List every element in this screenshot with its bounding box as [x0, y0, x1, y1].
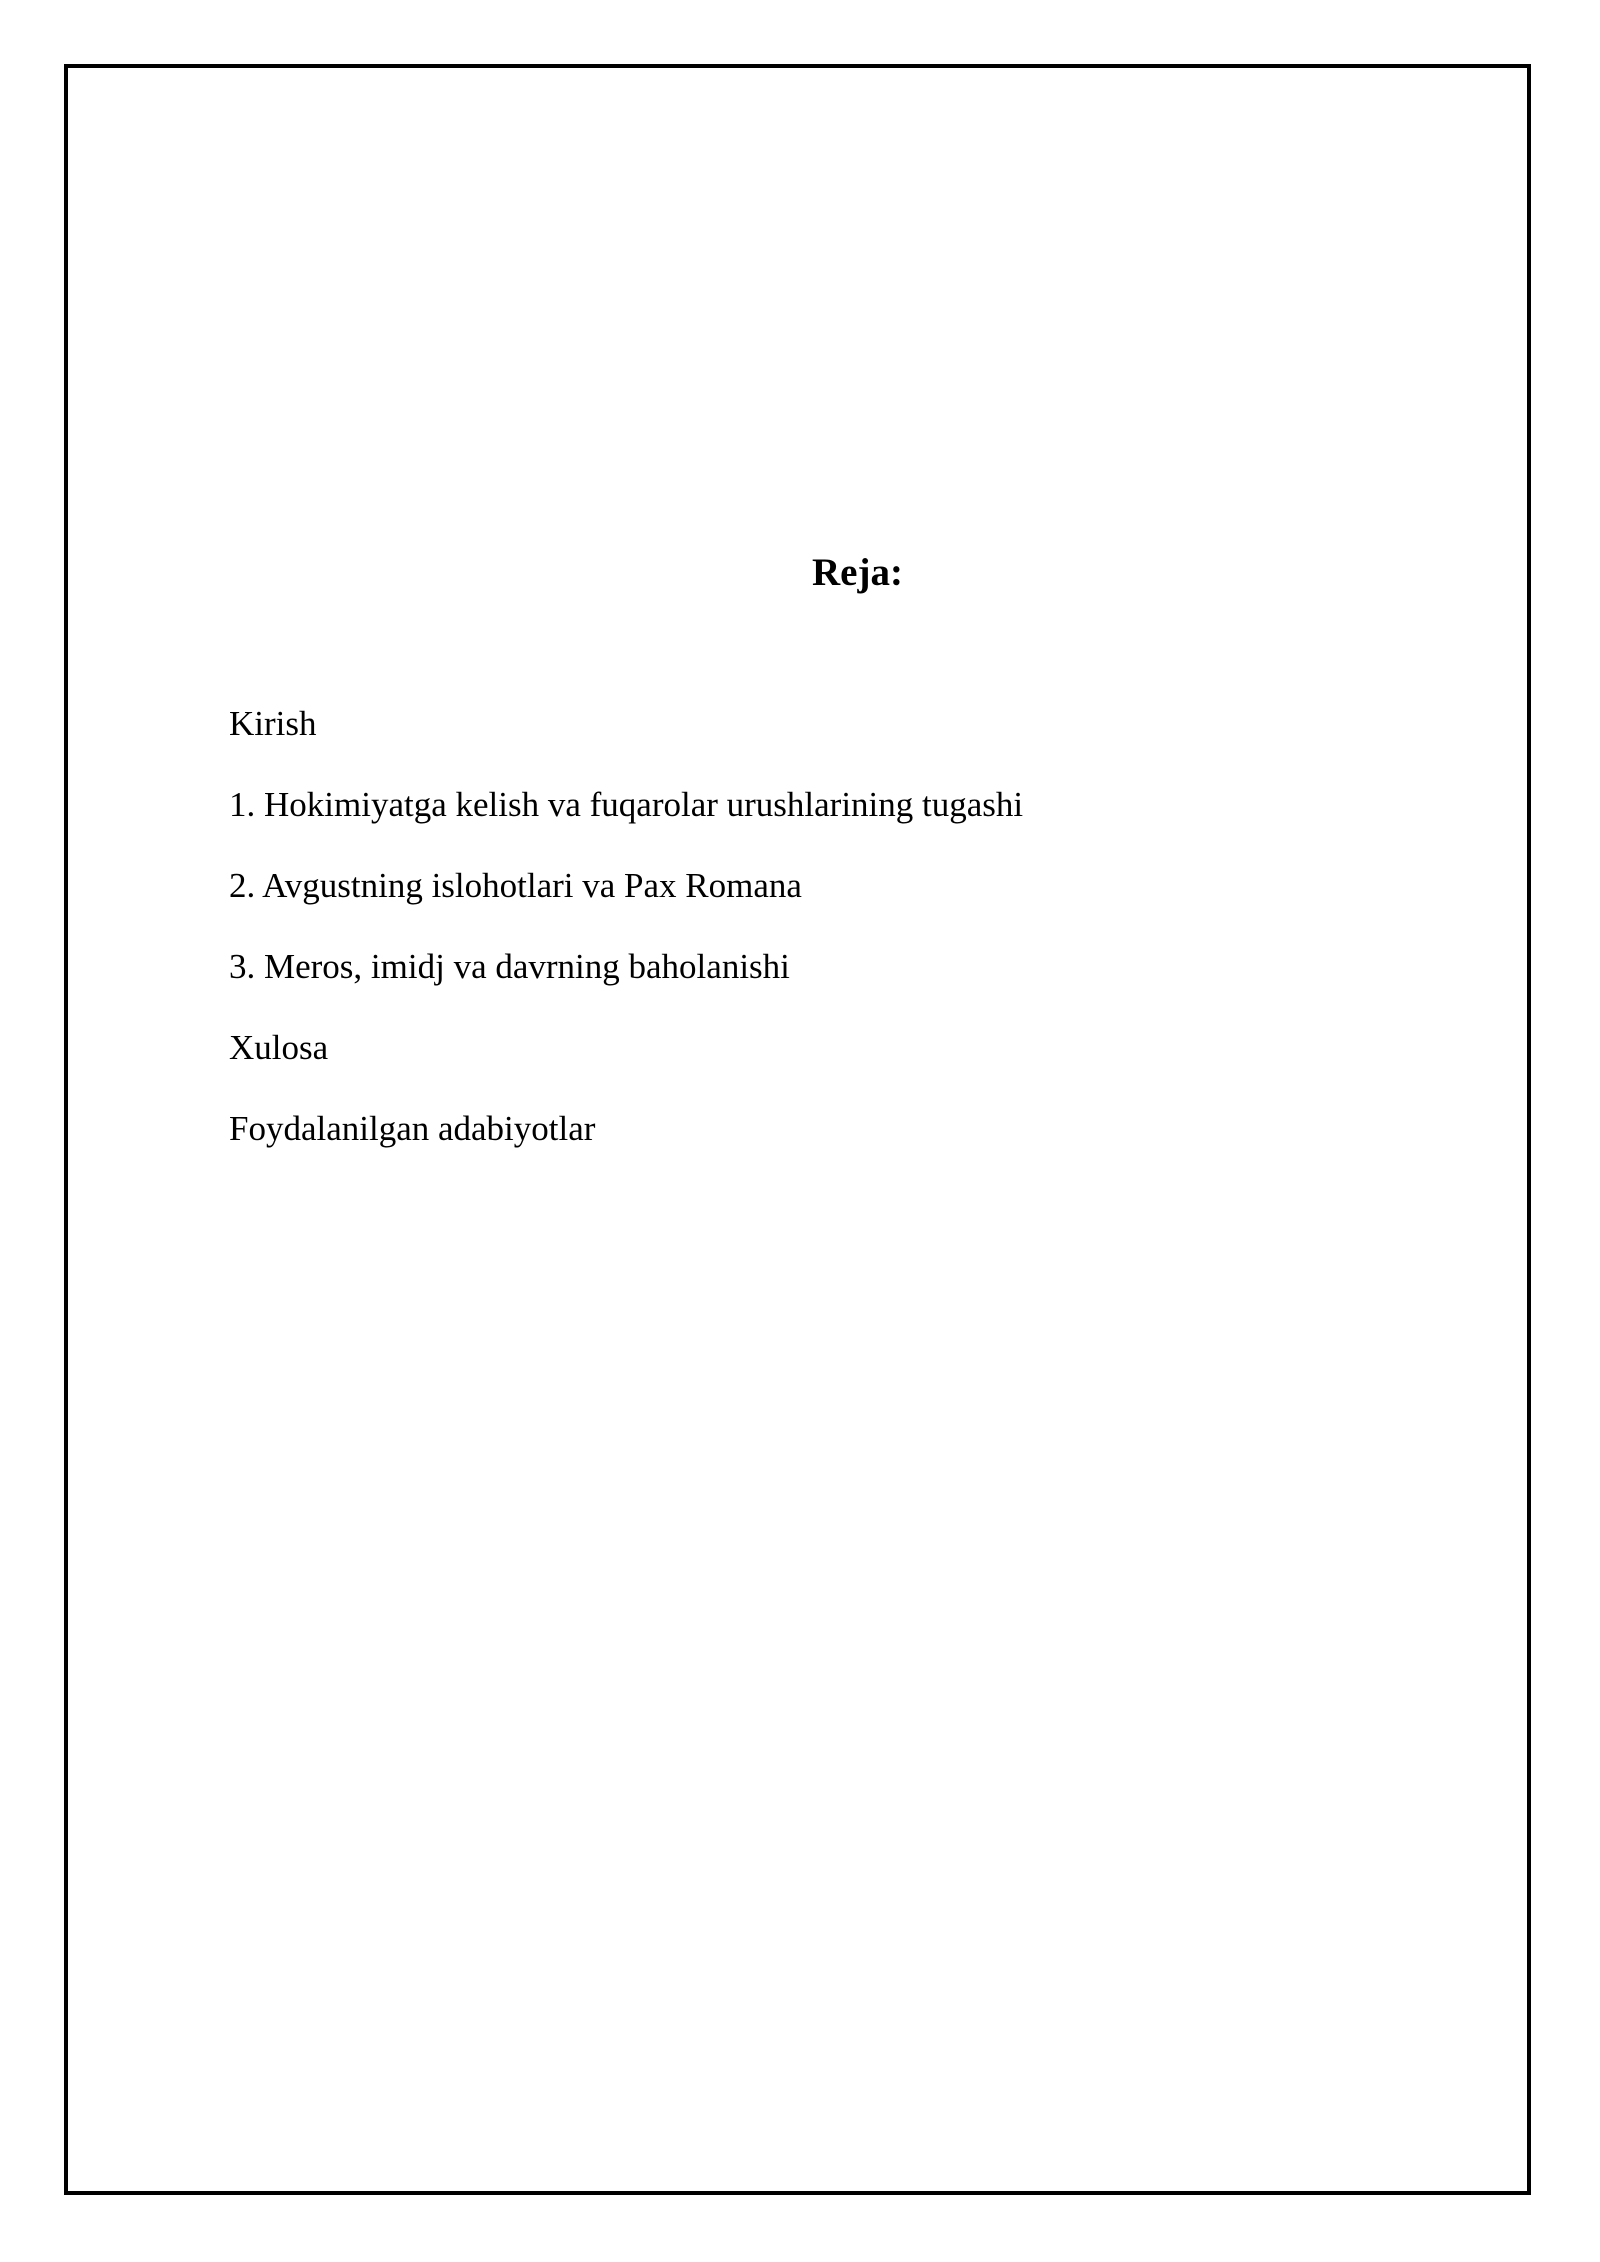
plan-list [229, 699, 1023, 1185]
plan-item-introduction: Kirish [229, 704, 317, 743]
plan-item-references: Foydalanilgan adabiyotlar [229, 1109, 596, 1148]
plan-item-chapter-3: 3. Meros, imidj va davrning baholanishi [229, 947, 790, 986]
plan-title: Reja: [812, 551, 903, 594]
plan-item-conclusion: Xulosa [229, 1028, 329, 1067]
plan-item-chapter-2: 2. Avgustning islohotlari va Pax Romana [229, 866, 802, 905]
plan-item-chapter-1: 1. Hokimiyatga kelish va fuqarolar urushlarining tugashi [229, 785, 1024, 824]
